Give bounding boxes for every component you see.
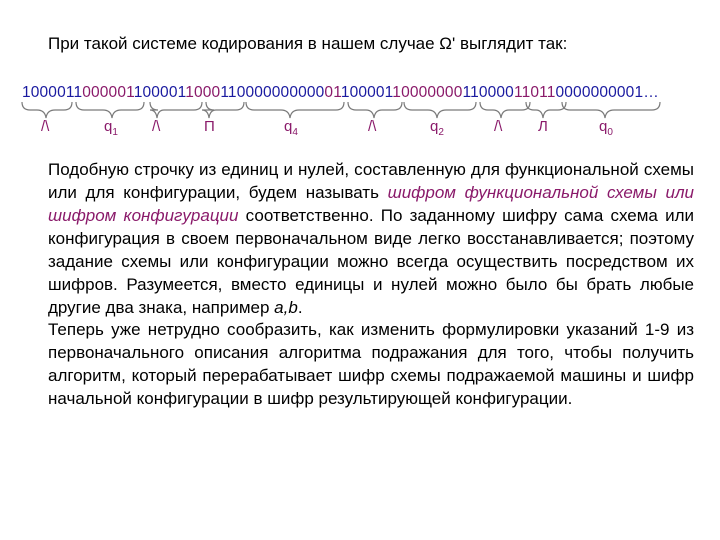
brace-5 [246,102,344,118]
symbols-ab: a,b [274,298,298,317]
paragraph-cipher-definition: Подобную строчку из единиц и нулей, составленную для функциональной схемы или для конфигурации, будем называть шифром функциональной схемы или шифром конфигурации соответственно. По заданному шифру сама схема или конфигурация в своем первоначальном виде легко восстанавливается; поэтому задание схемы или конфигурации можно всегда осуществить посредством их шифров. Разумеется, вместо единицы и нулей можно было бы брать любые другие два знака, например a,b. [48,160,694,317]
code-label: Л [538,118,548,135]
brace-3 [150,102,202,118]
code-label: $q_1$ [104,118,118,138]
code-segment: 01 [324,84,342,101]
code-segment: 0000000001 [555,84,644,101]
code-segment: 000001 [82,84,135,101]
brace-10 [562,102,660,118]
code-label: /\ [152,118,161,135]
brace-6 [348,102,402,118]
code-segment: 1000 [185,84,221,101]
intro-text: При такой системе кодирования в нашем случае Ω' выглядит так: [48,34,568,53]
code-label: $q_0$ [599,118,613,138]
brace-1 [22,102,72,118]
code-segment: 100001 [341,84,393,101]
brace-2 [76,102,144,118]
cipher-term: шифром функциональной схемы или шифром конфигурации [48,183,694,225]
code-segment: 1000011 [22,84,83,101]
code-segment: 110000 [462,84,514,101]
brace-9 [526,102,566,118]
code-label: /\ [494,118,503,135]
code-segment: 10000000 [392,84,463,101]
brace-7 [404,102,476,118]
code-label: П [204,118,215,135]
code-label: /\ [41,118,50,135]
code-segment: 100001 [134,84,186,101]
code-label: $q_4$ [284,118,298,138]
code-label: /\ [368,118,377,135]
code-segment: 11011 [513,84,556,101]
code-segment: 110000000000 [220,84,325,101]
paragraph-algorithm: Теперь уже нетрудно сообразить, как изменить формулировки указаний 1-9 из первоначального описания алгоритма подражания для того, чтобы получить алгоритм, который перерабатывает шифр схемы подражаемой машины и шифр начальной конфигурации в шифр результирующей конфигурации. [48,320,694,408]
code-label: $q_2$ [430,118,444,138]
brace-8 [480,102,530,118]
code-segment: … [643,84,659,101]
brace-4 [202,102,244,118]
